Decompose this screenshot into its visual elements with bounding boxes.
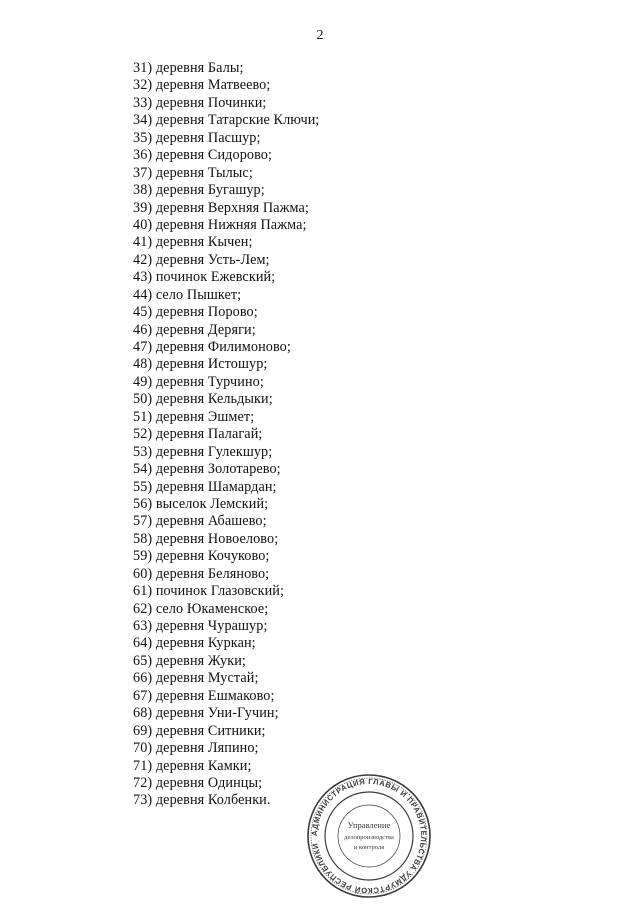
list-item: 66) деревня Мустай; — [133, 670, 259, 687]
list-item: 59) деревня Кочуково; — [133, 548, 270, 565]
list-item: 65) деревня Жуки; — [133, 652, 246, 669]
list-item: 61) починок Глазовский; — [133, 583, 284, 600]
list-item: 56) выселок Лемский; — [133, 495, 269, 512]
list-item: 54) деревня Золотарево; — [133, 461, 281, 478]
list-item: 72) деревня Одинцы; — [133, 774, 263, 791]
settlement-list — [133, 60, 319, 810]
seal-center-line-1: Управление — [347, 820, 391, 830]
list-item: 39) деревня Верхняя Пажма; — [133, 199, 309, 216]
seal-ring-text: АДМИНИСТРАЦИЯ ГЛАВЫ И ПРАВИТЕЛЬСТВА УДМУРТСКОЙ РЕСПУБЛИКИ — [309, 776, 429, 896]
list-item: 38) деревня Бугашур; — [133, 182, 265, 199]
list-item: 50) деревня Кельдыки; — [133, 391, 273, 408]
list-item: 40) деревня Нижняя Пажма; — [133, 216, 307, 233]
list-item: 31) деревня Балы; — [133, 60, 244, 76]
seal-center-line-2: делопроизводства — [344, 834, 394, 841]
list-item: 69) деревня Ситники; — [133, 722, 266, 739]
list-item: 44) село Пышкет; — [133, 286, 242, 303]
list-item: 58) деревня Новоелово; — [133, 530, 279, 547]
list-item: 46) деревня Деряги; — [133, 321, 256, 338]
list-item: 55) деревня Шамардан; — [133, 478, 277, 495]
official-seal-stamp — [303, 773, 435, 899]
list-item: 37) деревня Тылыс; — [133, 164, 253, 181]
list-item: 47) деревня Филимоново; — [133, 339, 291, 355]
list-item: 70) деревня Ляпино; — [133, 740, 259, 757]
list-item: 51) деревня Эшмет; — [133, 408, 255, 425]
list-item: 71) деревня Камки; — [133, 757, 252, 774]
list-item: 35) деревня Пасшур; — [133, 129, 261, 146]
list-item: 49) деревня Турчино; — [133, 373, 264, 390]
list-item: 62) село Юкаменское; — [133, 600, 269, 617]
list-item: 33) деревня Починки; — [133, 94, 267, 111]
list-item: 48) деревня Истошур; — [133, 356, 268, 373]
list-item: 57) деревня Абашево; — [133, 513, 267, 530]
list-item: 64) деревня Куркан; — [133, 635, 256, 652]
list-item: 43) починок Ежевский; — [133, 269, 276, 286]
list-item: 32) деревня Матвеево; — [133, 77, 271, 94]
page-number: 2 — [316, 28, 324, 43]
list-item: 63) деревня Чурашур; — [133, 618, 268, 634]
list-item: 36) деревня Сидорово; — [133, 147, 273, 164]
list-item: 60) деревня Беляново; — [133, 565, 270, 582]
list-item: 34) деревня Татарские Ключи; — [133, 112, 320, 129]
list-item: 73) деревня Колбенки. — [133, 792, 271, 809]
list-item: 41) деревня Кычен; — [133, 234, 253, 251]
list-item: 42) деревня Усть-Лем; — [133, 251, 270, 268]
list-item: 52) деревня Палагай; — [133, 426, 263, 443]
seal-center-line-3: и контроля — [353, 844, 385, 851]
list-item: 45) деревня Порово; — [133, 304, 258, 321]
list-item: 68) деревня Уни-Гучин; — [133, 705, 279, 722]
list-item: 67) деревня Ешмаково; — [133, 687, 275, 704]
list-item: 53) деревня Гулекшур; — [133, 443, 273, 460]
